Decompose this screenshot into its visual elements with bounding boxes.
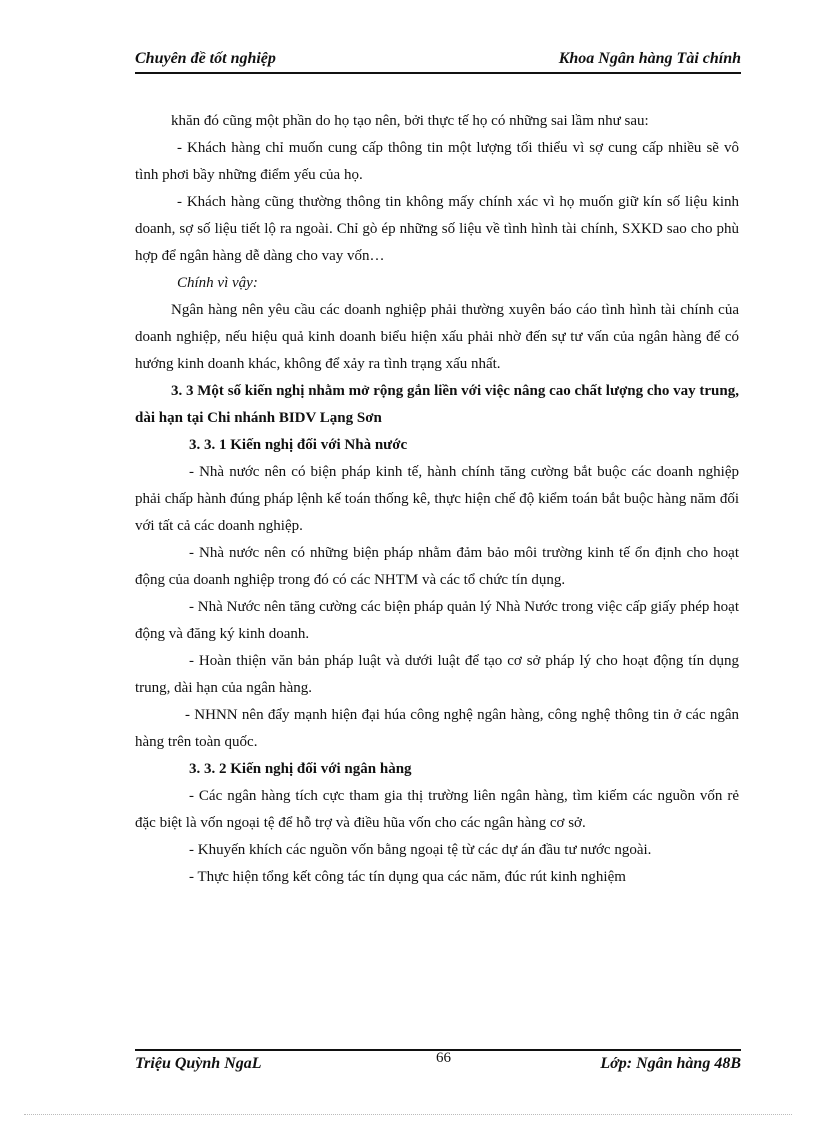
paragraph: - NHNN nên đẩy mạnh hiện đại húa công nghệ ngân hàng, công nghệ thông tin ở các ngân hàng trên toàn quốc. — [135, 707, 739, 750]
paragraph: - Nhà nước nên có biện pháp kinh tế, hành chính tăng cường bắt buộc các doanh nghiệp phải chấp hành đúng pháp lệnh kế toán thống kê, thực hiện chế độ kiểm toán bắt buộc hàng năm đối với tất cả các doanh nghiệp. — [135, 464, 739, 534]
page-body — [135, 108, 739, 891]
paragraph: - Các ngân hàng tích cực tham gia thị trường liên ngân hàng, tìm kiếm các nguồn vốn rẻ đặc biệt là vốn ngoại tệ để hỗ trợ và điều hũa vốn cho các ngân hàng cơ sở. — [135, 788, 739, 831]
paragraph-italic: Chính vì vậy: — [177, 275, 258, 291]
page-header — [135, 48, 741, 74]
footer-author: Triệu Quỳnh NgaL — [135, 1055, 262, 1072]
header-title-right: Khoa Ngân hàng Tài chính — [558, 50, 741, 67]
paragraph: - Nhà nước nên có những biện pháp nhằm đảm bảo môi trường kinh tế ổn định cho hoạt động của doanh nghiệp trong đó có các NHTM và các tổ chức tín dụng. — [135, 545, 739, 588]
header-title-left: Chuyên đề tốt nghiệp — [135, 50, 276, 67]
paragraph: - Nhà Nước nên tăng cường các biện pháp quản lý Nhà Nước trong việc cấp giấy phép hoạt động và đăng ký kinh doanh. — [135, 599, 739, 642]
paragraph: - Khách hàng chỉ muốn cung cấp thông tin một lượng tối thiểu vì sợ cung cấp nhiều sẽ vô tình phơi bầy những điểm yếu của họ. — [135, 140, 739, 183]
paragraph: Ngân hàng nên yêu cầu các doanh nghiệp phải thường xuyên báo cáo tình hình tài chính của doanh nghiệp, nếu hiệu quả kinh doanh biểu hiện xấu phải nhờ đến sự tư vấn của ngân hàng để có hướng kinh doanh khác, không để xảy ra tình trạng xấu nhất. — [135, 302, 739, 372]
paragraph: khăn đó cũng một phần do họ tạo nên, bởi thực tế họ có những sai lầm như sau: — [171, 113, 649, 129]
footer-class: Lớp: Ngân hàng 48B — [600, 1055, 741, 1072]
section-heading-3-3: 3. 3 Một số kiến nghị nhằm mở rộng gắn liền với việc nâng cao chất lượng cho vay trung, dài hạn tại Chi nhánh BIDV Lạng Sơn — [135, 383, 739, 426]
paragraph: - Hoàn thiện văn bản pháp luật và dưới luật để tạo cơ sở pháp lý cho hoạt động tín dụng trung, dài hạn của ngân hàng. — [135, 653, 739, 696]
paragraph: - Khách hàng cũng thường thông tin không mấy chính xác vì họ muốn giữ kín số liệu kinh doanh, sợ số liệu tiết lộ ra ngoài. Chỉ gò ép những số liệu về tình hình tài chính, SXKD sao cho phù hợp để ngân hàng dễ dàng cho vay vốn… — [135, 194, 739, 264]
paragraph: - Khuyến khích các nguồn vốn bằng ngoại tệ từ các dự án đầu tư nước ngoài. — [189, 842, 652, 858]
paragraph: - Thực hiện tổng kết công tác tín dụng qua các năm, đúc rút kinh nghiệm — [189, 869, 626, 885]
page-bottom-dotted-line — [24, 1114, 792, 1115]
section-heading-3-3-2: 3. 3. 2 Kiến nghị đối với ngân hàng — [189, 761, 412, 777]
section-heading-3-3-1: 3. 3. 1 Kiến nghị đối với Nhà nước — [189, 437, 408, 453]
page-number: 66 — [436, 1050, 451, 1066]
